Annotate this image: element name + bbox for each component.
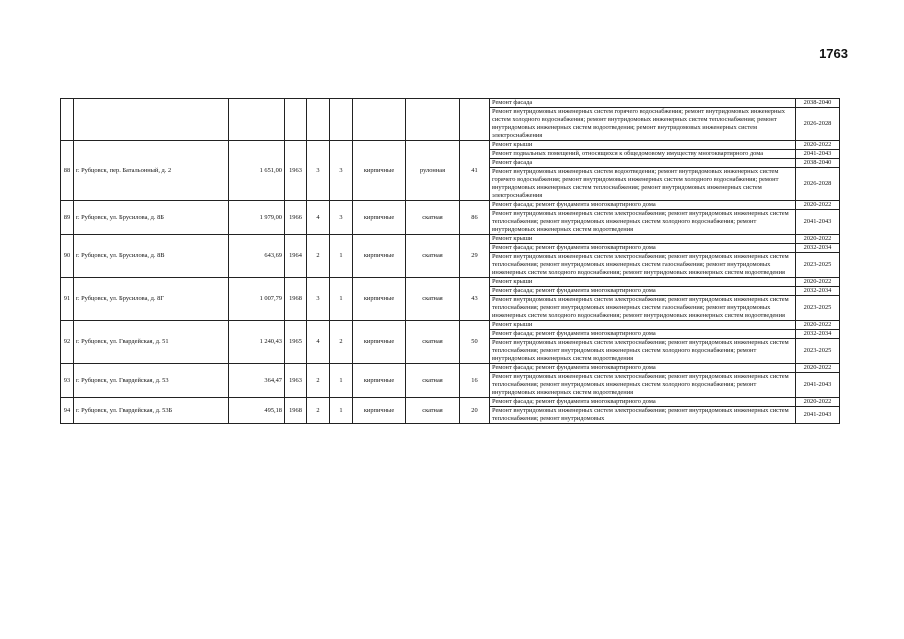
entrances-cell: 3 [330,201,353,235]
work-period-cell: 2026-2028 [796,108,840,141]
work-description-cell: Ремонт подвальных помещений, относящихся к общедомовому имуществу многоквартирного дома [490,150,796,159]
work-period-cell: 2041-2043 [796,373,840,398]
work-description-cell: Ремонт крыши [490,141,796,150]
work-period-cell: 2041-2043 [796,210,840,235]
work-period-cell: 2038-2040 [796,99,840,108]
table-row [61,141,840,150]
work-period-cell: 2041-2043 [796,407,840,424]
work-period-cell: 2026-2028 [796,168,840,201]
roof-type-cell: скатная [406,321,460,364]
address-cell: г. Рубцовск, пер. Батальонный, д. 2 [74,141,229,201]
work-description-cell: Ремонт внутридомовых инженерных систем электроснабжения; ремонт внутридомовых инженерных систем теплоснабжения; ремонт внутридомовых инженерных систем газоснабжения; ремонт внутридомовых инженерных систем холодного водоснабжения; ремонт внутридомовых инженерных систем водоотведения [490,296,796,321]
work-period-cell: 2023-2025 [796,296,840,321]
wall-material-cell: кирпичные [353,235,406,278]
work-description-cell: Ремонт внутридомовых инженерных систем электроснабжения; ремонт внутридомовых инженерных систем теплоснабжения; ремонт внутридомовых инженерных систем газоснабжения; ремонт внутридомовых инженерных систем холодного водоснабжения; ремонт внутридомовых инженерных систем водоотведения [490,253,796,278]
row-number-cell: 89 [61,201,74,235]
area-cell: 1 240,43 [229,321,285,364]
roof-type-cell: скатная [406,398,460,424]
roof-type-cell: скатная [406,364,460,398]
wear-percent-cell [460,99,490,141]
area-cell: 495,18 [229,398,285,424]
entrances-cell [330,99,353,141]
row-number-cell: 91 [61,278,74,321]
work-description-cell: Ремонт фасада; ремонт фундамента многоквартирного дома [490,398,796,407]
address-cell [74,99,229,141]
work-period-cell: 2038-2040 [796,159,840,168]
area-cell: 1 651,00 [229,141,285,201]
work-description-cell: Ремонт внутридомовых инженерных систем электроснабжения; ремонт внутридомовых инженерных систем теплоснабжения; ремонт внутридомовых [490,407,796,424]
year-built-cell: 1965 [285,321,307,364]
year-built-cell: 1968 [285,398,307,424]
work-description-cell: Ремонт внутридомовых инженерных систем горячего водоснабжения; ремонт внутридомовых инженерных систем холодного водоснабжения; ремонт внутридомовых инженерных систем теплоснабжения; ремонт внутридомовых инженерных систем водоотведения; ремонт внутридомовых инженерных систем электроснабжения [490,108,796,141]
work-description-cell: Ремонт крыши [490,278,796,287]
row-number-cell: 94 [61,398,74,424]
address-cell: г. Рубцовск, ул. Гвардейская, д. 51 [74,321,229,364]
year-built-cell: 1963 [285,364,307,398]
repair-schedule-table [60,98,840,424]
area-cell: 643,69 [229,235,285,278]
roof-type-cell: скатная [406,235,460,278]
table-row [61,99,840,108]
wall-material-cell: кирпичные [353,398,406,424]
address-cell: г. Рубцовск, ул. Брусилова, д. 8Г [74,278,229,321]
year-built-cell [285,99,307,141]
address-cell: г. Рубцовск, ул. Брусилова, д. 8В [74,235,229,278]
year-built-cell: 1966 [285,201,307,235]
floors-cell: 3 [307,278,330,321]
row-number-cell [61,99,74,141]
row-number-cell: 93 [61,364,74,398]
floors-cell: 2 [307,235,330,278]
work-period-cell: 2020-2022 [796,321,840,330]
wall-material-cell: кирпичные [353,321,406,364]
address-cell: г. Рубцовск, ул. Гвардейская, д. 53Б [74,398,229,424]
work-description-cell: Ремонт фасада [490,159,796,168]
work-description-cell: Ремонт фасада; ремонт фундамента многоквартирного дома [490,201,796,210]
work-period-cell: 2020-2022 [796,141,840,150]
wear-percent-cell: 86 [460,201,490,235]
address-cell: г. Рубцовск, ул. Брусилова, д. 8Б [74,201,229,235]
work-description-cell: Ремонт фасада; ремонт фундамента многоквартирного дома [490,244,796,253]
work-period-cell: 2041-2043 [796,150,840,159]
entrances-cell: 2 [330,321,353,364]
year-built-cell: 1963 [285,141,307,201]
area-cell: 364,47 [229,364,285,398]
row-number-cell: 90 [61,235,74,278]
year-built-cell: 1968 [285,278,307,321]
wear-percent-cell: 29 [460,235,490,278]
floors-cell: 2 [307,364,330,398]
row-number-cell: 88 [61,141,74,201]
work-description-cell: Ремонт фасада [490,99,796,108]
work-period-cell: 2020-2022 [796,364,840,373]
entrances-cell: 1 [330,364,353,398]
work-period-cell: 2032-2034 [796,330,840,339]
roof-type-cell: рулонная [406,141,460,201]
wear-percent-cell: 43 [460,278,490,321]
wall-material-cell: кирпичные [353,201,406,235]
work-description-cell: Ремонт фасада; ремонт фундамента многоквартирного дома [490,364,796,373]
work-description-cell: Ремонт внутридомовых инженерных систем электроснабжения; ремонт внутридомовых инженерных систем теплоснабжения; ремонт внутридомовых инженерных систем холодного водоснабжения; ремонт внутридомовых инженерных систем водоотведения [490,210,796,235]
table-row [61,398,840,407]
page-number: 1763 [819,46,848,61]
area-cell [229,99,285,141]
table-row [61,235,840,244]
work-period-cell: 2020-2022 [796,235,840,244]
table-row [61,278,840,287]
wear-percent-cell: 41 [460,141,490,201]
roof-type-cell [406,99,460,141]
wall-material-cell: кирпичные [353,364,406,398]
roof-type-cell: скатная [406,201,460,235]
work-period-cell: 2020-2022 [796,278,840,287]
work-period-cell: 2023-2025 [796,339,840,364]
table-row [61,201,840,210]
work-description-cell: Ремонт крыши [490,321,796,330]
work-description-cell: Ремонт внутридомовых инженерных систем электроснабжения; ремонт внутридомовых инженерных систем теплоснабжения; ремонт внутридомовых инженерных систем холодного водоснабжения; ремонт внутридомовых инженерных систем водоотведения [490,373,796,398]
wall-material-cell: кирпичные [353,141,406,201]
area-cell: 1 007,79 [229,278,285,321]
work-period-cell: 2032-2034 [796,287,840,296]
entrances-cell: 3 [330,141,353,201]
roof-type-cell: скатная [406,278,460,321]
wear-percent-cell: 50 [460,321,490,364]
work-description-cell: Ремонт внутридомовых инженерных систем электроснабжения; ремонт внутридомовых инженерных систем теплоснабжения; ремонт внутридомовых инженерных систем холодного водоснабжения; ремонт внутридомовых инженерных систем водоотведения [490,339,796,364]
wear-percent-cell: 20 [460,398,490,424]
work-period-cell: 2032-2034 [796,244,840,253]
floors-cell: 4 [307,201,330,235]
table-row [61,321,840,330]
wall-material-cell [353,99,406,141]
floors-cell: 3 [307,141,330,201]
wall-material-cell: кирпичные [353,278,406,321]
work-period-cell: 2023-2025 [796,253,840,278]
work-description-cell: Ремонт крыши [490,235,796,244]
work-description-cell: Ремонт фасада; ремонт фундамента многоквартирного дома [490,330,796,339]
wear-percent-cell: 16 [460,364,490,398]
work-description-cell: Ремонт фасада; ремонт фундамента многоквартирного дома [490,287,796,296]
work-period-cell: 2020-2022 [796,398,840,407]
floors-cell: 2 [307,398,330,424]
year-built-cell: 1964 [285,235,307,278]
floors-cell [307,99,330,141]
work-period-cell: 2020-2022 [796,201,840,210]
row-number-cell: 92 [61,321,74,364]
address-cell: г. Рубцовск, ул. Гвардейская, д. 53 [74,364,229,398]
floors-cell: 4 [307,321,330,364]
entrances-cell: 1 [330,398,353,424]
area-cell: 1 979,00 [229,201,285,235]
work-description-cell: Ремонт внутридомовых инженерных систем водоотведения; ремонт внутридомовых инженерных систем горячего водоснабжения; ремонт внутридомовых инженерных систем холодного водоснабжения; ремонт внутридомовых инженерных систем теплоснабжения; ремонт внутридомовых инженерных систем электроснабжения [490,168,796,201]
entrances-cell: 1 [330,235,353,278]
entrances-cell: 1 [330,278,353,321]
table-row [61,364,840,373]
